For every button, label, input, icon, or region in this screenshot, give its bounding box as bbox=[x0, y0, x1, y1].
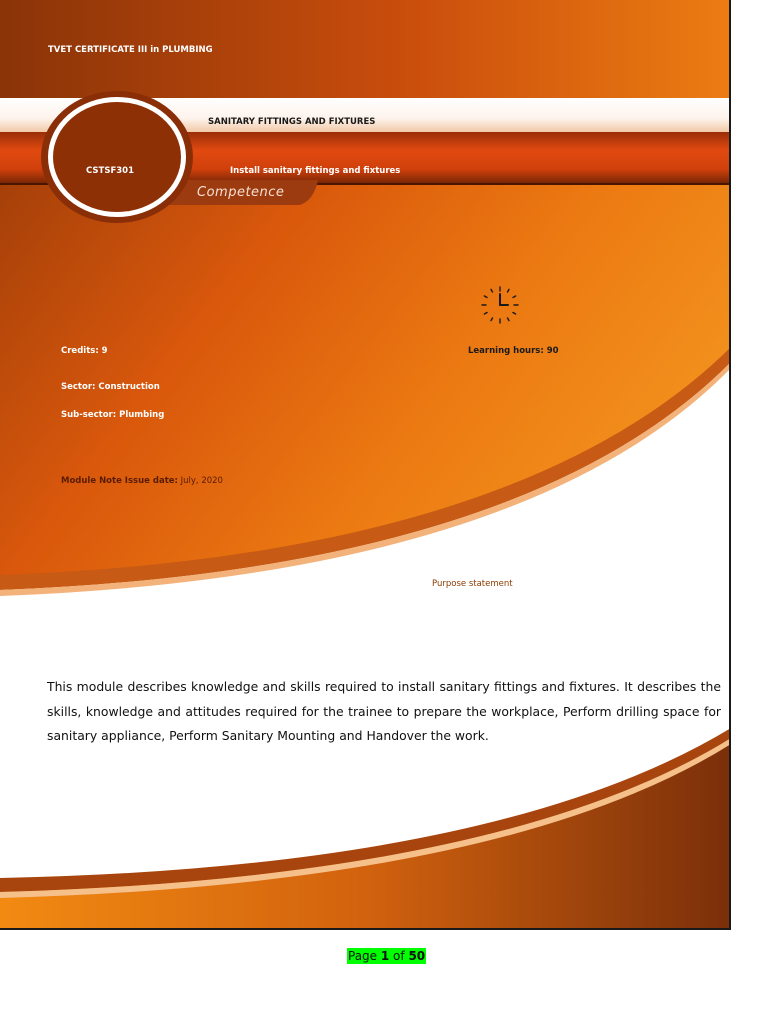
module-code: CSTSF301 bbox=[86, 166, 134, 176]
issue-date bbox=[61, 476, 223, 486]
sector: Sector: Construction bbox=[61, 382, 160, 392]
purpose-label: Purpose statement bbox=[432, 579, 513, 589]
learning-hours: Learning hours: 90 bbox=[468, 346, 559, 356]
page-edge-bottom bbox=[0, 928, 731, 930]
issue-date-label: Module Note Issue date: bbox=[61, 476, 178, 486]
page-total: 50 bbox=[408, 949, 426, 963]
page-word: Page bbox=[348, 949, 381, 963]
module-title: SANITARY FITTINGS AND FIXTURES bbox=[208, 117, 376, 127]
clock-icon bbox=[480, 285, 520, 325]
programme-title: TVET CERTIFICATE III in PLUMBING bbox=[48, 45, 213, 55]
page-current: 1 bbox=[380, 949, 390, 963]
credits: Credits: 9 bbox=[61, 346, 108, 356]
page-of: of bbox=[389, 949, 409, 963]
purpose-statement: This module describes knowledge and skills required to install sanitary fittings and fixtures. It describes the skills, knowledge and attitudes required for the trainee to prepare the workplace, Perform drilling space for sanitary appliance, Perform Sanitary Mounting and Handover the work. bbox=[47, 679, 721, 743]
sub-sector: Sub-sector: Plumbing bbox=[61, 410, 165, 420]
page-number bbox=[347, 948, 426, 964]
page-edge-right bbox=[729, 0, 731, 930]
competence-title: Install sanitary fittings and fixtures bbox=[230, 166, 401, 176]
competence-label: Competence bbox=[197, 185, 285, 200]
issue-date-value: July, 2020 bbox=[177, 476, 223, 486]
